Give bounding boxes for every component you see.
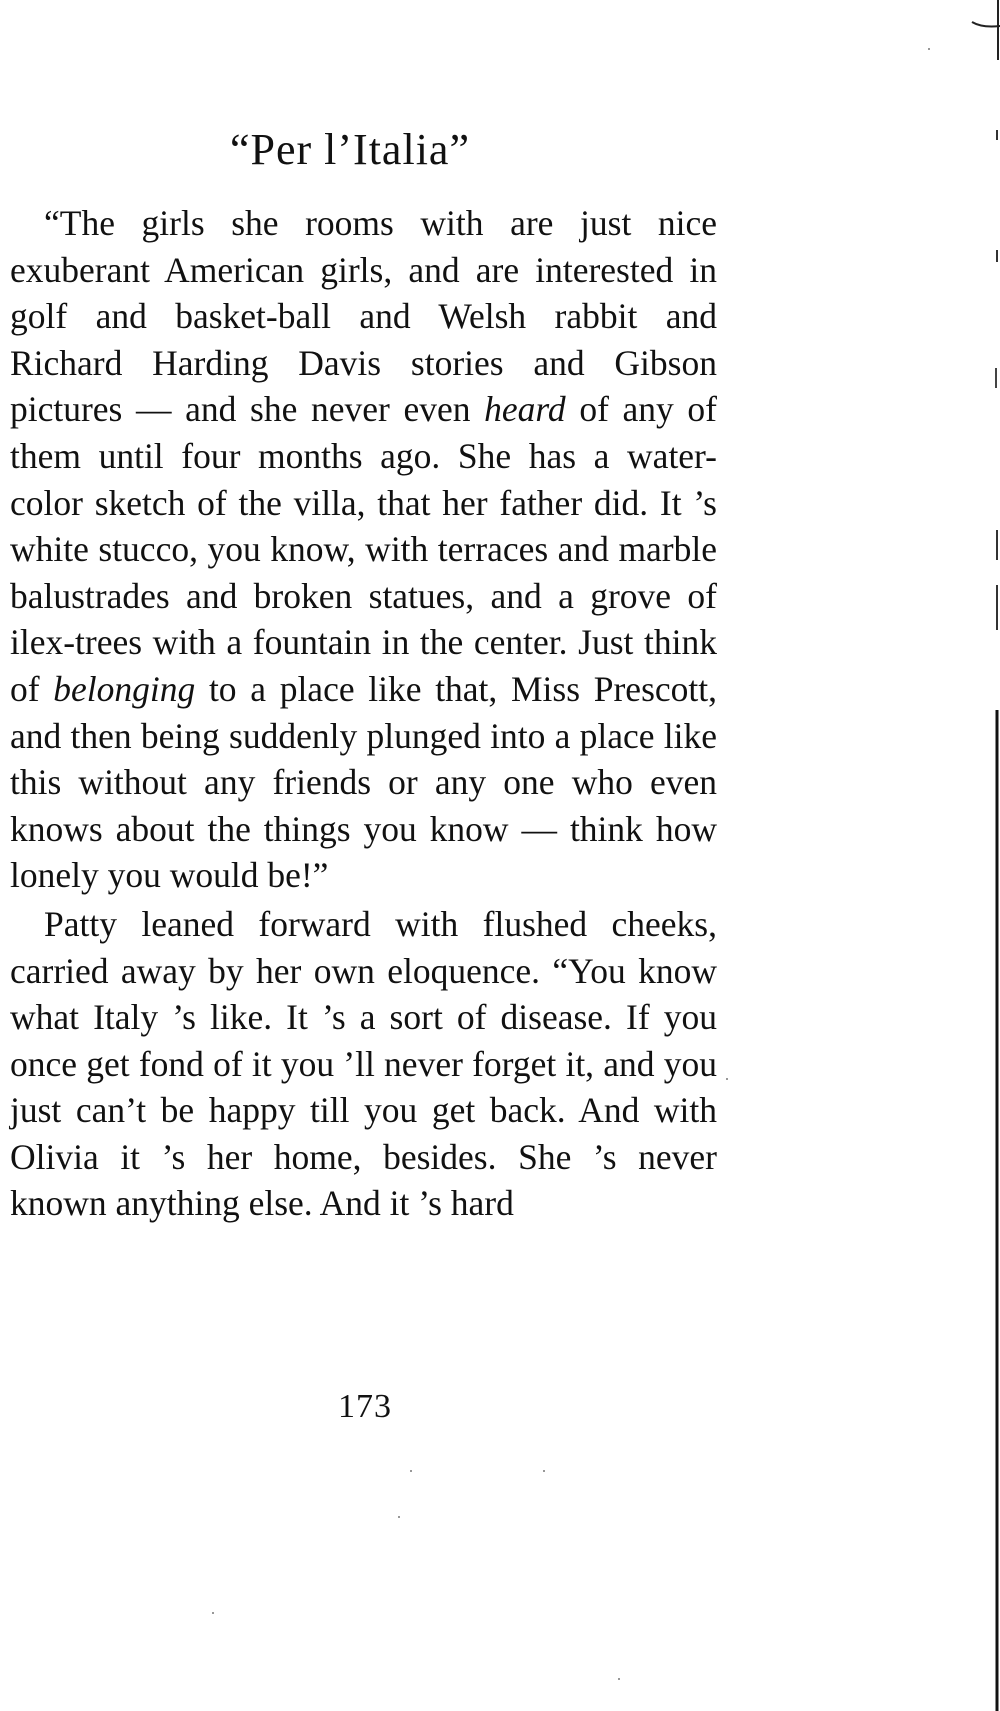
running-header-title: “Per l’Italia” [230, 125, 470, 174]
italic-text-run: heard [484, 389, 566, 430]
body-text [10, 200, 717, 1227]
page-number: 173 [338, 1388, 392, 1425]
paper-speck [410, 1470, 412, 1472]
page-edge-shadow [970, 0, 1000, 1711]
text-run: Patty leaned forward with flushed cheeks, carried away by her own eloquence. “You know what Italy ’s like. It ’s a sort of disease. If you once get fond of it you ’ll never forget it, and you just can’t be happy till you get back. And with Olivia it ’s her home, besides. She ’s never known anything else. And it ’s hard [10, 903, 717, 1224]
paper-speck [212, 1612, 214, 1614]
text-run: “The girls she rooms with are just nice exuberant American girls, and are interested in golf and basket-ball and Welsh rabbit and Richard Harding Davis stories and Gibson pictures — and she never even [10, 203, 717, 430]
paragraph [10, 200, 717, 899]
paper-speck [726, 1078, 728, 1080]
paper-speck [543, 1470, 545, 1472]
paper-speck [398, 1516, 400, 1518]
paper-speck [618, 1678, 620, 1680]
paper-speck [928, 48, 930, 50]
text-run: of any of them until four months ago. She has a water-color sketch of the villa, that her father did. It ’s white stucco, you know, with terraces and marble balustrades and broken statues, and a grove of ilex-trees with a fountain in the center. Just think of [10, 389, 717, 709]
text-run: to a place like that, Miss Prescott, and then being suddenly plunged into a place like this without any friends or any one who even knows about the things you know — think how lonely you would be!” [10, 668, 717, 896]
paragraph [10, 901, 717, 1227]
italic-text-run: belonging [53, 668, 196, 709]
